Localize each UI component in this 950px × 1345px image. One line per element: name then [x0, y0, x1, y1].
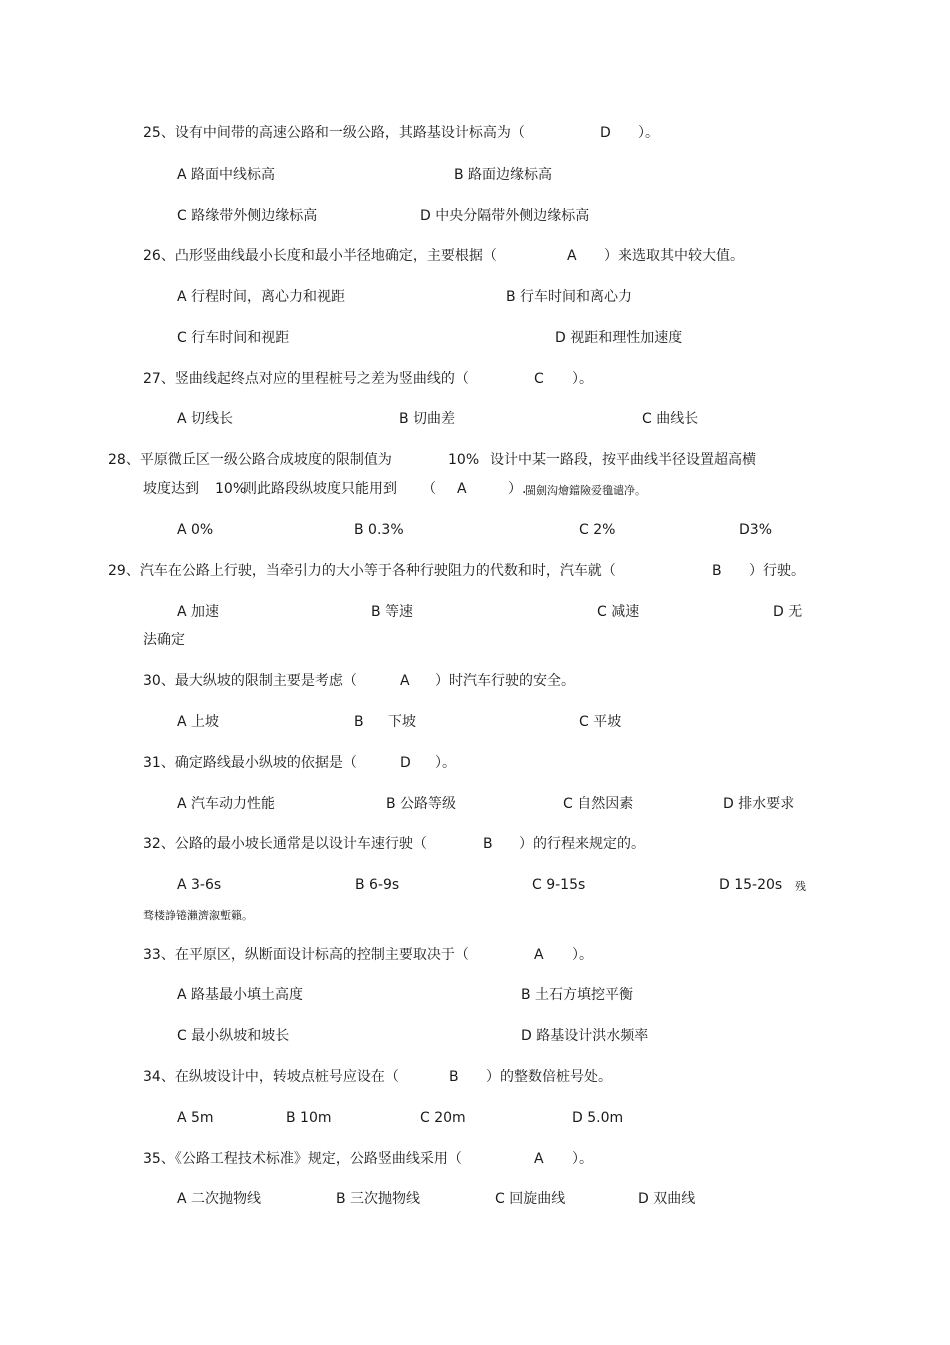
q32-option-c: C 9-15s — [532, 877, 586, 893]
q30-option-c: C 平坡 — [579, 714, 622, 730]
q25-answer: D — [600, 125, 611, 141]
q30-option-b-letter: B — [354, 714, 364, 730]
q25-option-c: C 路缘带外侧边缘标高 — [177, 208, 318, 224]
q35-stem-end: ）。 — [572, 1151, 593, 1167]
q30-stem: 30、最大纵坡的限制主要是考虑（ — [143, 673, 357, 689]
q27-stem-end: ）。 — [572, 371, 593, 387]
q29-option-d-cont: 法确定 — [143, 632, 185, 648]
q28-garbled-text: 閩劍沟燴鐺險爱氇谴净。 — [525, 484, 646, 497]
q28-option-b: B 0.3% — [354, 522, 404, 538]
q31-option-a: A 汽车动力性能 — [177, 796, 276, 812]
q32-stem: 32、公路的最小坡长通常是以设计车速行驶（ — [143, 836, 427, 852]
q34-option-a: A 5m — [177, 1110, 214, 1126]
q27-stem: 27、竖曲线起终点对应的里程桩号之差为竖曲线的（ — [143, 371, 469, 387]
q28-line2-end: ）. — [508, 481, 527, 497]
q26-option-b: B 行车时间和离心力 — [506, 289, 633, 305]
q34-option-c: C 20m — [420, 1110, 466, 1126]
q32-answer: B — [483, 836, 493, 852]
q25-option-a: A 路面中线标高 — [177, 167, 276, 183]
q29-option-d: D 无 — [773, 604, 803, 620]
q26-option-a: A 行程时间，离心力和视距 — [177, 289, 346, 305]
q31-option-d: D 排水要求 — [723, 796, 795, 812]
q29-option-c: C 减速 — [597, 604, 640, 620]
q27-option-c: C 曲线长 — [642, 411, 699, 427]
q29-stem: 29、汽车在公路上行驶，当牵引力的大小等于各种行驶阻力的代数和时，汽车就（ — [108, 563, 616, 579]
q26-option-d: D 视距和理性加速度 — [555, 330, 683, 346]
q25-stem-end: ）。 — [638, 125, 659, 141]
q32-stem-end: ）的行程来规定的。 — [519, 836, 645, 852]
q33-option-d: D 路基设计洪水频率 — [521, 1028, 649, 1044]
q33-option-b: B 土石方填挖平衡 — [521, 987, 634, 1003]
q25-option-d: D 中央分隔带外侧边缘标高 — [420, 208, 590, 224]
q35-option-c: C 回旋曲线 — [495, 1191, 566, 1207]
q30-option-a: A 上坡 — [177, 714, 220, 730]
q30-answer: A — [400, 673, 410, 689]
q29-stem-end: ）行驶。 — [749, 563, 805, 579]
q25-stem: 25、设有中间带的高速公路和一级公路，其路基设计标高为（ — [143, 125, 525, 141]
q27-option-a: A 切线长 — [177, 411, 234, 427]
q28-paren-open: （ — [422, 481, 436, 497]
q34-option-b: B 10m — [286, 1110, 332, 1126]
q28-option-a: A 0% — [177, 522, 214, 538]
q34-stem: 34、在纵坡设计中，转坡点桩号应设在（ — [143, 1069, 399, 1085]
q29-option-a: A 加速 — [177, 604, 220, 620]
q32-garbled-char: 残 — [795, 880, 806, 893]
q29-answer: B — [712, 563, 722, 579]
q33-option-c: C 最小纵坡和坡长 — [177, 1028, 290, 1044]
q31-option-b: B 公路等级 — [386, 796, 457, 812]
q28-value: 10% — [448, 452, 480, 468]
q34-answer: B — [449, 1069, 459, 1085]
q27-option-b: B 切曲差 — [399, 411, 456, 427]
q26-stem: 26、凸形竖曲线最小长度和最小半径地确定，主要根据（ — [143, 248, 497, 264]
q32-option-a: A 3-6s — [177, 877, 222, 893]
q31-answer: D — [400, 755, 411, 771]
q33-option-a: A 路基最小填土高度 — [177, 987, 304, 1003]
q25-option-b: B 路面边缘标高 — [454, 167, 553, 183]
q35-answer: A — [534, 1151, 544, 1167]
q30-option-b: 下坡 — [388, 714, 416, 730]
q27-answer: C — [534, 371, 544, 387]
q31-option-c: C 自然因素 — [563, 796, 634, 812]
q34-option-d: D 5.0m — [572, 1110, 624, 1126]
q35-stem: 35、《公路工程技术标准》规定，公路竖曲线采用（ — [143, 1151, 462, 1167]
q32-garbled-text: 骛楼諍锩瀨濟溆塹籟。 — [143, 909, 253, 922]
q26-option-c: C 行车时间和视距 — [177, 330, 290, 346]
q31-stem-end: ）。 — [435, 755, 456, 771]
q33-stem: 33、在平原区，纵断面设计标高的控制主要取决于（ — [143, 947, 469, 963]
q28-line2-cont: 则此路段纵坡度只能用到 — [243, 481, 397, 497]
q28-option-c: C 2% — [579, 522, 616, 538]
q31-stem: 31、确定路线最小纵坡的依据是（ — [143, 755, 357, 771]
q33-answer: A — [534, 947, 544, 963]
q32-option-b: B 6-9s — [355, 877, 400, 893]
q28-value2: 10% — [215, 481, 247, 497]
q28-stem: 28、平原微丘区一级公路合成坡度的限制值为 — [108, 452, 392, 468]
q28-line2: 坡度达到 — [143, 481, 199, 497]
q28-option-d: D3% — [739, 522, 772, 538]
q26-stem-end: ）来选取其中较大值。 — [604, 248, 744, 264]
q32-option-d: D 15-20s — [719, 877, 783, 893]
q30-stem-end: ）时汽车行驶的安全。 — [435, 673, 575, 689]
q26-answer: A — [567, 248, 577, 264]
q29-option-b: B 等速 — [371, 604, 414, 620]
q35-option-b: B 三次抛物线 — [336, 1191, 421, 1207]
q28-stem-cont: 设计中某一路段，按平曲线半径设置超高横 — [490, 452, 756, 468]
q35-option-d: D 双曲线 — [638, 1191, 696, 1207]
q28-answer: A — [457, 481, 467, 497]
q35-option-a: A 二次抛物线 — [177, 1191, 262, 1207]
q34-stem-end: ）的整数倍桩号处。 — [486, 1069, 612, 1085]
q33-stem-end: ）。 — [572, 947, 593, 963]
